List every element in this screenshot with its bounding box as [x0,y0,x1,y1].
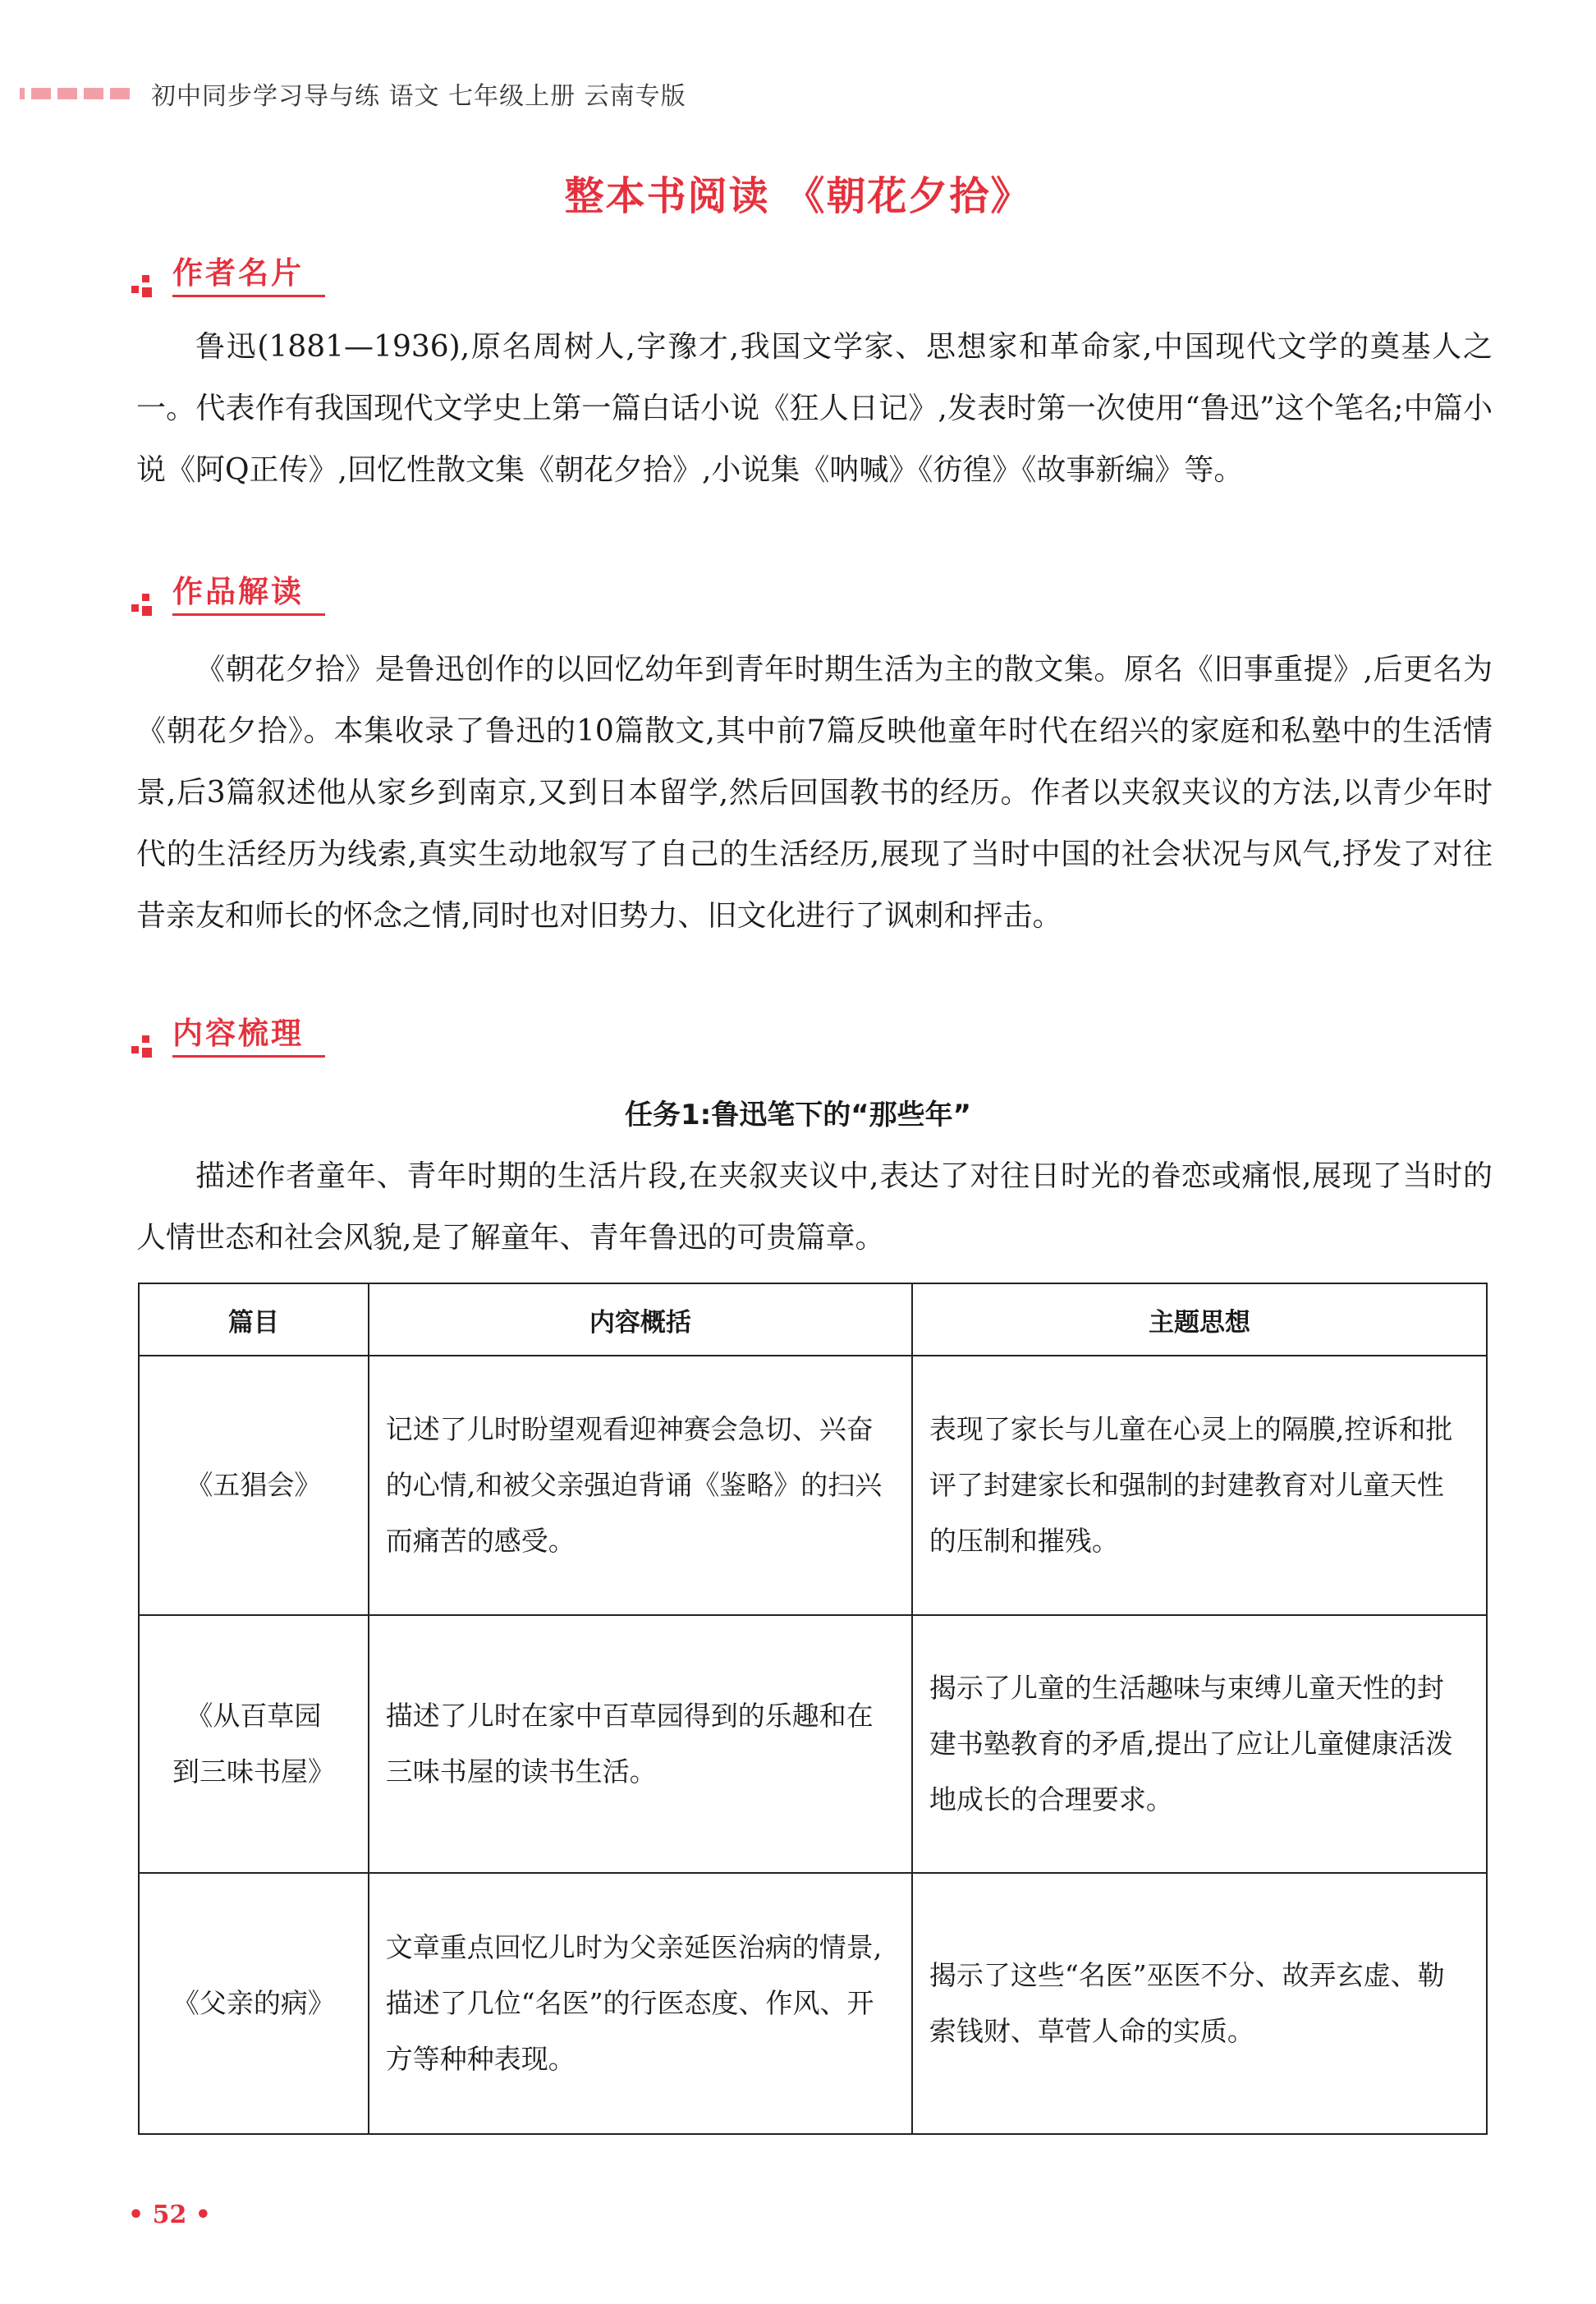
row-theme: 揭示了这些“名医”巫医不分、故弄玄虚、勒索钱财、草菅人命的实质。 [912,1873,1487,2134]
header-decoration [20,88,136,99]
table-header-row [139,1283,1487,1356]
page-number: • 52 • [128,2201,211,2229]
header-summary: 内容概括 [369,1283,912,1356]
row-title: 《父亲的病》 [139,1873,369,2134]
section-label: 作者名片 [172,256,325,297]
row-theme: 表现了家长与儿童在心灵上的隔膜,控诉和批评了封建家长和强制的封建教育对儿童天性的压制和摧残。 [912,1356,1487,1615]
content-table [138,1283,1488,2135]
section-heading-interpretation [131,575,325,616]
row-title: 《从百草园到三味书屋》 [139,1615,369,1873]
section-marker-icon [131,264,161,297]
row-summary: 描述了儿时在家中百草园得到的乐趣和在三味书屋的读书生活。 [369,1615,912,1873]
header-text: 初中同步学习导与练 语文 七年级上册 云南专版 [151,82,686,111]
row-summary: 文章重点回忆儿时为父亲延医治病的情景,描述了几位“名医”的行医态度、作风、开方等种种表现。 [369,1873,912,2134]
row-title: 《五猖会》 [139,1356,369,1615]
table-row [139,1356,1487,1615]
section-label: 作品解读 [172,575,325,616]
table-row [139,1615,1487,1873]
table-row [139,1873,1487,2134]
header-title: 篇目 [139,1283,369,1356]
section-heading-author [131,256,325,297]
page-title: 整本书阅读 《朝花夕拾》 [564,173,1032,219]
section-marker-icon [131,583,161,616]
section-marker-icon [131,1025,161,1058]
interpretation-paragraph: 《朝花夕拾》是鲁迅创作的以回忆幼年到青年时期生活为主的散文集。原名《旧事重提》,后更名为《朝花夕拾》。本集收录了鲁迅的10篇散文,其中前7篇反映他童年时代在绍兴的家庭和私塾中的生活情景,后3篇叙述他从家乡到南京,又到日本留学,然后回国教书的经历。作者以夹叙夹议的方法,以青少年时代的生活经历为线索,真实生动地叙写了自己的生活经历,展现了当时中国的社会状况与风气,抒发了对往昔亲友和师长的怀念之情,同时也对旧势力、旧文化进行了讽刺和抨击。 [136,653,1493,933]
running-header [20,76,686,112]
row-summary: 记述了儿时盼望观看迎神赛会急切、兴奋的心情,和被父亲强迫背诵《鉴略》的扫兴而痛苦的感受。 [369,1356,912,1615]
header-theme: 主题思想 [912,1283,1487,1356]
section-label: 内容梳理 [172,1017,325,1058]
author-paragraph: 鲁迅(1881—1936),原名周树人,字豫才,我国文学家、思想家和革命家,中国现代文学的奠基人之一。代表作有我国现代文学史上第一篇白话小说《狂人日记》,发表时第一次使用“鲁迅”这个笔名;中篇小说《阿Q正传》,回忆性散文集《朝花夕拾》,小说集《呐喊》《彷徨》《故事新编》等。 [136,330,1493,487]
task-title: 任务1:鲁迅笔下的“那些年” [625,1099,971,1131]
content-paragraph: 描述作者童年、青年时期的生活片段,在夹叙夹议中,表达了对往日时光的眷恋或痛恨,展现了当时的人情世态和社会风貌,是了解童年、青年鲁迅的可贵篇章。 [136,1159,1493,1255]
row-theme: 揭示了儿童的生活趣味与束缚儿童天性的封建书塾教育的矛盾,提出了应让儿童健康活泼地成长的合理要求。 [912,1615,1487,1873]
section-heading-content [131,1017,325,1058]
